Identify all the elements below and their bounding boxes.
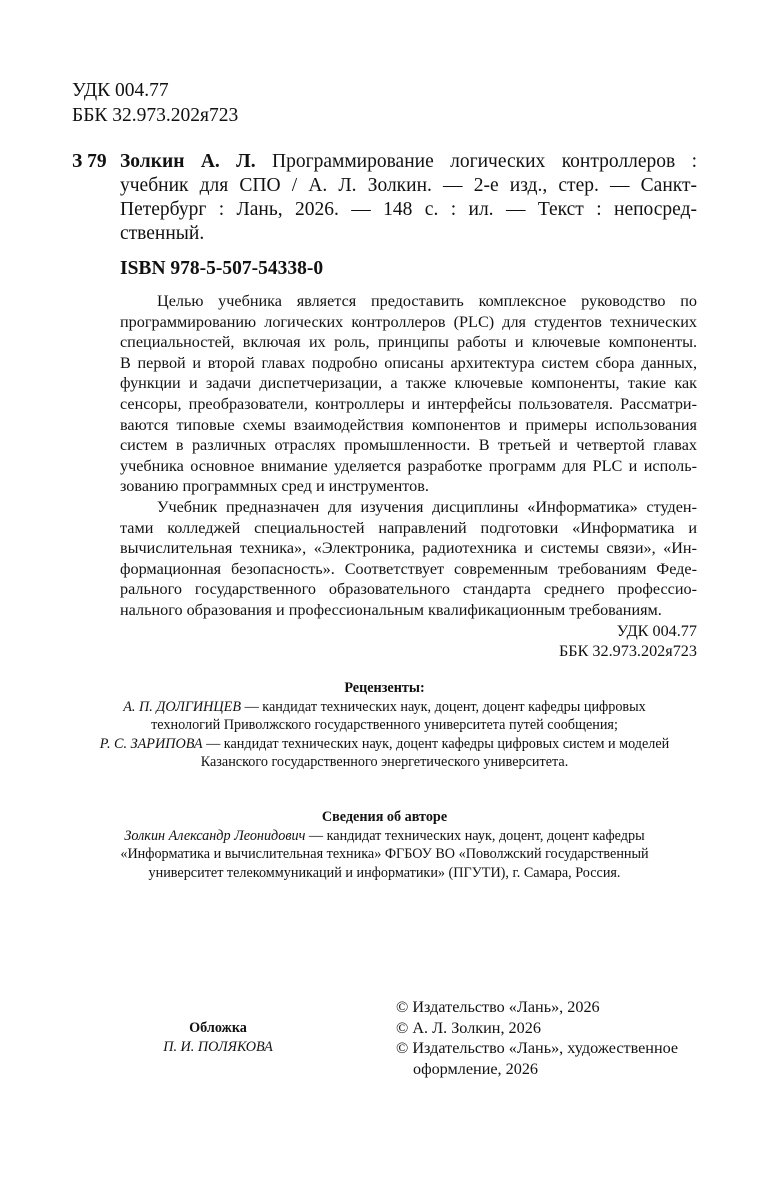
abstract-line: учебника основное внимание уделяется разработке программ для PLC и исполь- [120,456,697,475]
copyright-line-3: © Издательство «Лань», художественное [396,1039,679,1058]
abstract [120,291,697,662]
isbn: ISBN 978-5-507-54338-0 [120,258,324,279]
bib-author: Золкин А. Л. [120,151,256,172]
bibliographic-description [120,150,697,246]
author-info-line-1 [0,827,769,846]
reviewer-2-name: Р. С. ЗАРИПОВА [99,735,203,752]
copyright-block [396,997,716,1079]
abstract-line: В первой и второй главах подробно описаны архитектура систем сбора данных, [120,353,697,372]
bib-line-3: Петербург : Лань, 2026. — 148 с. : ил. — Текст : непосред- [120,199,697,220]
reviewer-1 [0,698,769,717]
abstract-line: ваются типовые схемы взаимодействия компонентов и примеры использования [120,415,697,434]
bbk-header: ББК 32.973.202я723 [72,105,239,126]
abstract-line: специальностей, включая их роль, принципы работы и ключевые компоненты. [120,333,697,352]
cover-designer: П. И. ПОЛЯКОВА [163,1038,273,1055]
author-info-text: — кандидат технических наук, доцент, доцент кафедры [305,827,645,844]
abstract-line: зованию программных сред и инструментов. [120,477,429,496]
author-full-name: Золкин Александр Леонидович [124,827,306,844]
abstract-line: сенсоры, преобразователи, контроллеры и интерфейсы пользователя. Рассматри- [120,394,697,413]
abstract-line: Учебник предназначен для изучения дисциплины «Информатика» студен- [157,497,697,516]
copyright-line-2: © А. Л. Золкин, 2026 [396,1018,541,1037]
reviewer-2 [0,735,769,754]
author-info-section [0,808,769,882]
reviewer-2-text: — кандидат технических наук, доцент кафедры цифровых систем и моделей [202,735,670,752]
udk-header: УДК 004.77 [72,80,169,101]
bib-line-4: ственный. [120,223,205,244]
reviewer-1-text: — кандидат технических наук, доцент, доцент кафедры цифровых [241,698,646,715]
abstract-line: Целью учебника является предоставить комплексное руководство по [157,292,697,310]
author-info-line-3: университет телекоммуникаций и информатики» (ПГУТИ), г. Самара, Россия. [148,864,621,881]
copyright-line-1: © Издательство «Лань», 2026 [396,998,600,1016]
author-mark: З 79 [72,151,107,172]
abstract-line: функции и задачи диспетчеризации, а также ключевые компоненты, такие как [120,374,697,393]
bib-title: Программирование логических контроллеров : [272,151,698,172]
reviewer-1-line-2: технологий Приволжского государственного университета путей сообщения; [151,717,618,733]
reviewer-1-name: А. П. ДОЛГИНЦЕВ [123,698,242,715]
abstract-bbk: ББК 32.973.202я723 [558,642,697,661]
abstract-paragraph-1 [120,291,697,497]
abstract-line: формационная безопасность». Соответствует современным требованиям Феде- [120,559,697,578]
abstract-line: программированию логических контроллеров (PLC) для студентов технических [120,312,697,331]
copyright-line-4: оформление, 2026 [413,1059,539,1078]
cover-label: Обложка [189,1020,247,1036]
reviewers-section [0,679,769,772]
abstract-line: нального образования и профессиональным квалификационным требованиям. [120,600,662,619]
author-info-heading: Сведения об авторе [321,809,448,825]
reviewers-heading: Рецензенты: [344,680,425,696]
abstract-line: рального государственного образовательного стандарта среднего профессио- [120,580,697,599]
abstract-udk: УДК 004.77 [616,621,697,640]
bib-line-1 [120,150,697,174]
cover-credit [118,1019,318,1056]
abstract-line: вычислительная техника», «Электроника, радиотехника и системы связи», «Ин- [120,539,697,558]
reviewer-2-line-2: Казанского государственного энергетического университета. [200,754,569,770]
abstract-line: систем в различных отраслях промышленности. В третьей и четвертой главах [120,436,697,455]
author-info-line-2: «Информатика и вычислительная техника» ФГБОУ ВО «Поволжский государственный [120,846,649,862]
abstract-line: тами колледжей специальностей направлений подготовки «Информатика и [120,518,697,537]
bib-line-2: учебник для СПО / А. Л. Золкин. — 2-е изд., стер. — Санкт- [120,175,697,196]
abstract-paragraph-2 [120,497,697,621]
